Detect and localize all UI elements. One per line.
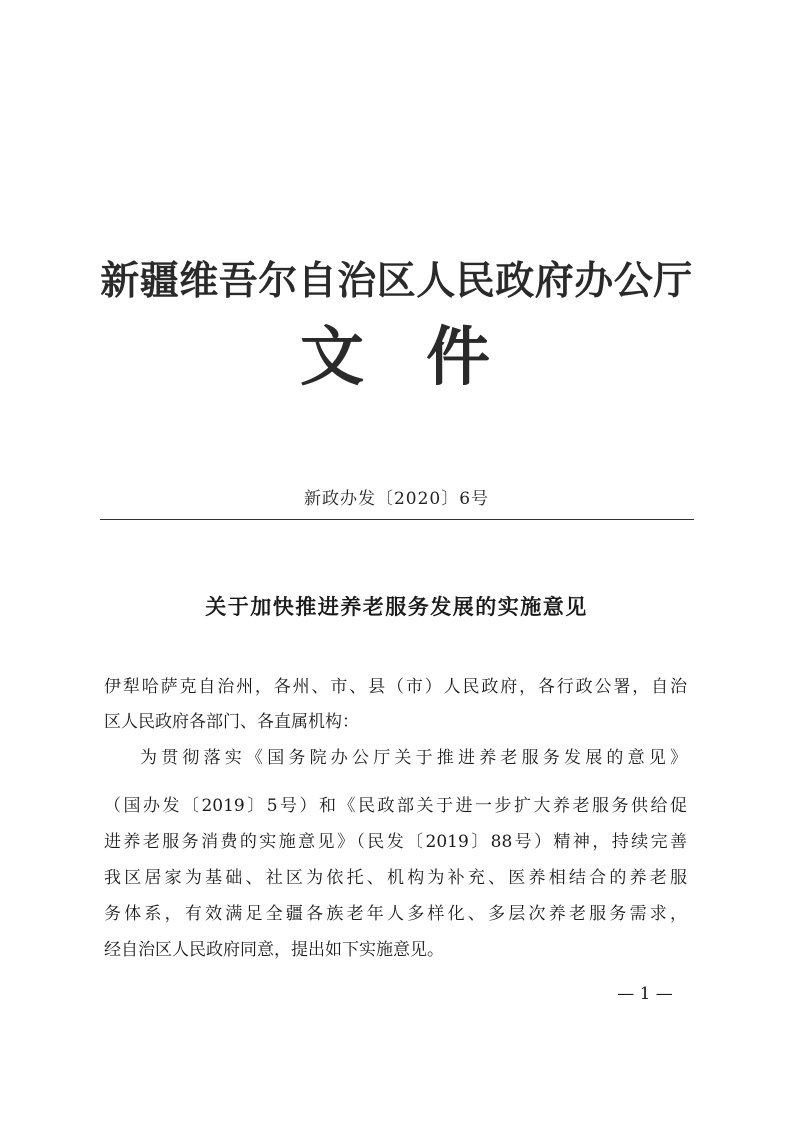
salutation-line-1: 伊犁哈萨克自治州，各州、市、县（市）人民政府，各行政公署，自治 — [104, 677, 687, 697]
salutation-line-2: 区人民政府各部门、各直属机构： — [104, 712, 359, 732]
document-type-char-2: 件 — [426, 321, 490, 395]
body-line-5: 务体系，有效满足全疆各族老年人多样化、多层次养老服务需求， — [104, 904, 687, 924]
body-line-2: （国办发〔2019〕5号）和《民政部关于进一步扩大养老服务供给促 — [104, 796, 687, 816]
document-title: 关于加快推进养老服务发展的实施意见 — [205, 594, 588, 619]
page-number: — 1 — — [617, 984, 673, 1004]
body-line-3: 进养老服务消费的实施意见》（民发〔2019〕88号）精神，持续完善 — [104, 832, 687, 852]
document-type-char-1: 文 — [300, 321, 364, 395]
header-divider — [100, 519, 694, 520]
body-line-1: 为贯彻落实《国务院办公厅关于推进养老服务发展的意见》 — [140, 748, 687, 768]
document-number: 新政办发〔2020〕6号 — [303, 489, 490, 509]
issuing-authority: 新疆维吾尔自治区人民政府办公厅 — [100, 259, 693, 304]
body-line-4: 我区居家为基础、社区为依托、机构为补充、医养相结合的养老服 — [104, 868, 687, 888]
body-line-6: 经自治区人民政府同意，提出如下实施意见。 — [104, 940, 444, 960]
